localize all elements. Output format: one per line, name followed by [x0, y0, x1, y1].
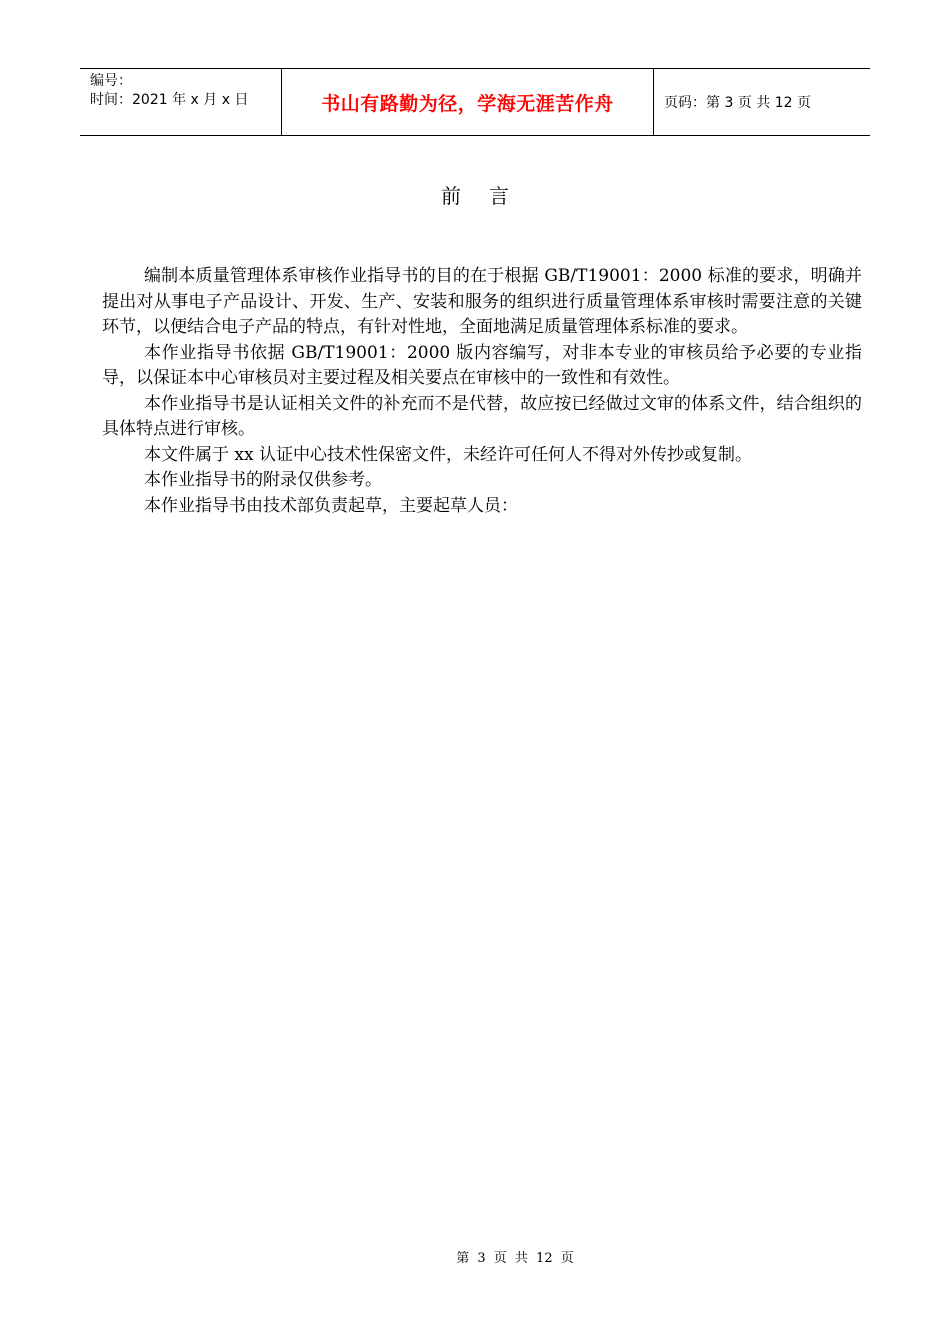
doc-number-label: 编号： — [90, 73, 132, 89]
paragraph: 本作业指导书依据 GB/T19001：2000 版内容编写，对非本专业的审核员给予必要的专业指导，以保证本中心审核员对主要过程及相关要点在审核中的一致性和有效性。 — [102, 342, 862, 388]
body-text — [102, 264, 862, 519]
paragraph: 本文件属于 xx 认证中心技术性保密文件，未经许可任何人不得对外传抄或复制。 — [144, 444, 752, 465]
page-info: 页码：第 3 页 共 12 页 — [664, 95, 811, 111]
header-table — [80, 68, 870, 136]
header-motto-cell — [281, 69, 654, 135]
header-page-cell — [654, 69, 870, 135]
motto-text: 书山有路勤为径，学海无涯苦作舟 — [321, 92, 614, 115]
header-meta-cell — [80, 69, 281, 135]
page-title: 前言 — [441, 184, 537, 208]
paragraph: 本作业指导书的附录仅供参考。 — [144, 470, 382, 490]
footer-page-number: 第 3 页 共 12 页 — [456, 1251, 574, 1266]
paragraph: 编制本质量管理体系审核作业指导书的目的在于根据 GB/T19001：2000 标准的要求，明确并提出对从事电子产品设计、开发、生产、安装和服务的组织进行质量管理体系审核时需要注意的关键环节，以便结合电子产品的特点，有针对性地，全面地满足质量管理体系标准的要求。 — [102, 266, 862, 337]
paragraph: 本作业指导书由技术部负责起草，主要起草人员： — [144, 495, 518, 516]
paragraph: 本作业指导书是认证相关文件的补充而不是代替，故应按已经做过文审的体系文件，结合组织的具体特点进行审核。 — [102, 393, 862, 439]
date-line: 时间：2021 年 x 月 x 日 — [90, 92, 249, 108]
